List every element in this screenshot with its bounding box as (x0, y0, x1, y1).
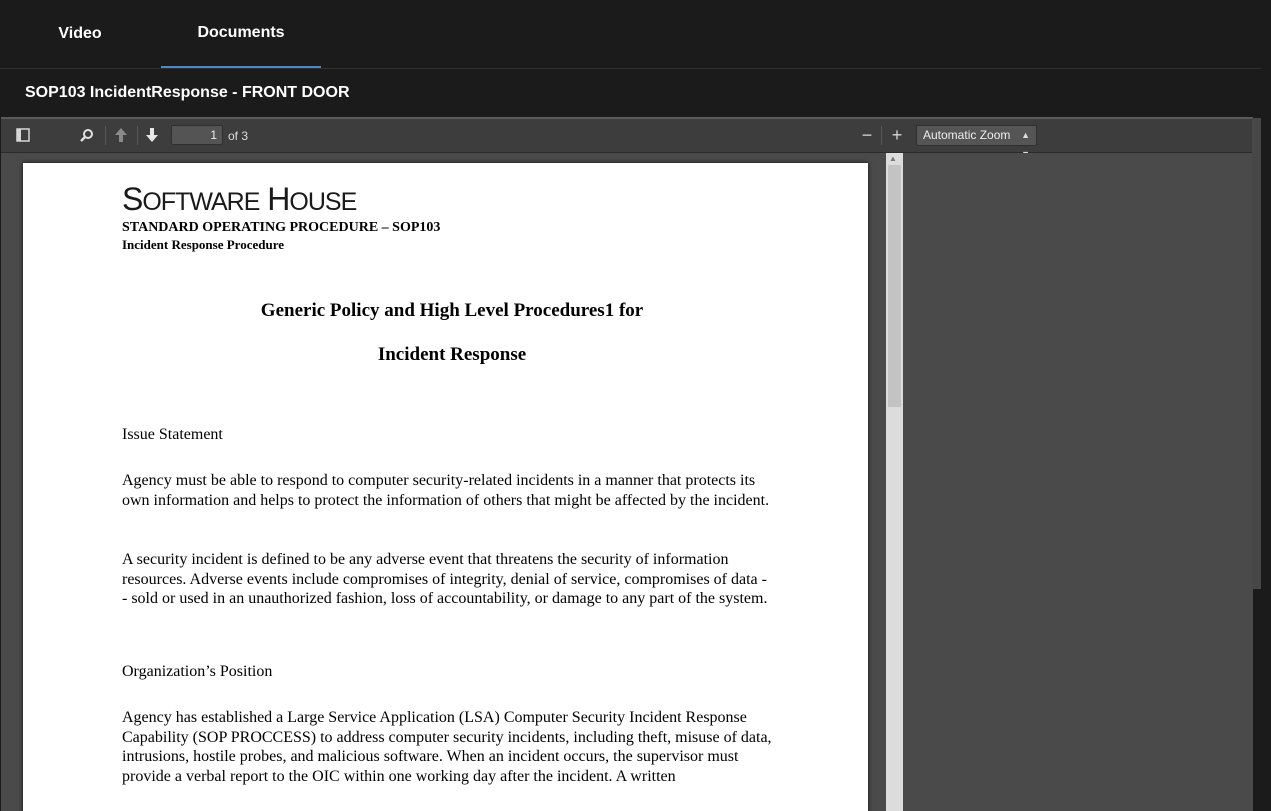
select-arrows-icon: ▲ (1021, 130, 1030, 140)
doc-heading-line2: Incident Response (377, 344, 527, 365)
next-page-button[interactable] (141, 125, 163, 145)
outer-scrollbar[interactable] (1252, 118, 1261, 589)
software-house-logo: SOFTWARE HOUSE (122, 181, 357, 217)
document-title: SOP103 IncidentResponse - FRONT DOOR (25, 84, 350, 101)
paragraph: Agency has established a Large Service Application (LSA) Computer Security Incident Response Capability (SOP PROCCESS) to address computer security incidents, including theft, misuse of data, intrusions, hostile probes, and malicious software. When an incident occurs, the supervisor must provide a verbal report to the OIC within one working day after the incident. A written (122, 709, 772, 785)
page-count-label: of 3 (228, 129, 249, 143)
sop-header-line1: STANDARD OPERATING PROCEDURE – SOP103 (122, 220, 441, 235)
paragraph: A security incident is defined to be any adverse event that threatens the security of information resources. Adverse events include compromises of integrity, denial of service, compromises of data -- sold or used in an unauthorized fashion, loss of accountability, or damage to any part of the system. (122, 551, 768, 608)
sidebar-toggle-button[interactable] (12, 125, 34, 145)
pdf-page (23, 163, 868, 811)
scroll-up-icon[interactable]: ▲ (889, 154, 897, 163)
tab-documents[interactable]: Documents (161, 0, 321, 68)
zoom-in-button[interactable]: + (891, 124, 903, 145)
tab-video[interactable]: Video (58, 25, 102, 42)
pdf-scrollbar[interactable] (886, 153, 903, 811)
zoom-out-button[interactable]: − (861, 124, 873, 145)
previous-page-button[interactable] (110, 125, 132, 145)
zoom-value: Automatic Zoom (923, 128, 1011, 142)
pdf-toolbar (1, 119, 1253, 153)
search-icon (80, 128, 94, 142)
search-button[interactable] (76, 125, 98, 145)
toolbar-separator (881, 126, 882, 145)
pdf-viewer (1, 117, 1253, 811)
paragraph: Agency must be able to respond to computer security-related incidents in a manner that protects its own information and helps to protect the information of others that might be affected by the incident. (122, 472, 770, 509)
sop-header-line2: Incident Response Procedure (122, 237, 285, 252)
zoom-select[interactable] (916, 125, 1037, 146)
section-heading-organization-position: Organization’s Position (122, 663, 273, 680)
arrow-down-icon (145, 127, 159, 143)
sidebar-toggle-icon (16, 128, 30, 142)
tab-bar (0, 0, 1262, 69)
pdf-scrollbar-thumb[interactable] (888, 165, 901, 407)
section-heading-issue-statement: Issue Statement (122, 426, 223, 443)
pdf-canvas-area[interactable] (1, 153, 1253, 811)
toolbar-separator (137, 126, 138, 145)
page-number-input[interactable] (171, 125, 223, 145)
toolbar-separator (105, 126, 106, 145)
doc-heading-line1: Generic Policy and High Level Procedures1 for (260, 300, 644, 321)
arrow-up-icon (114, 127, 128, 143)
